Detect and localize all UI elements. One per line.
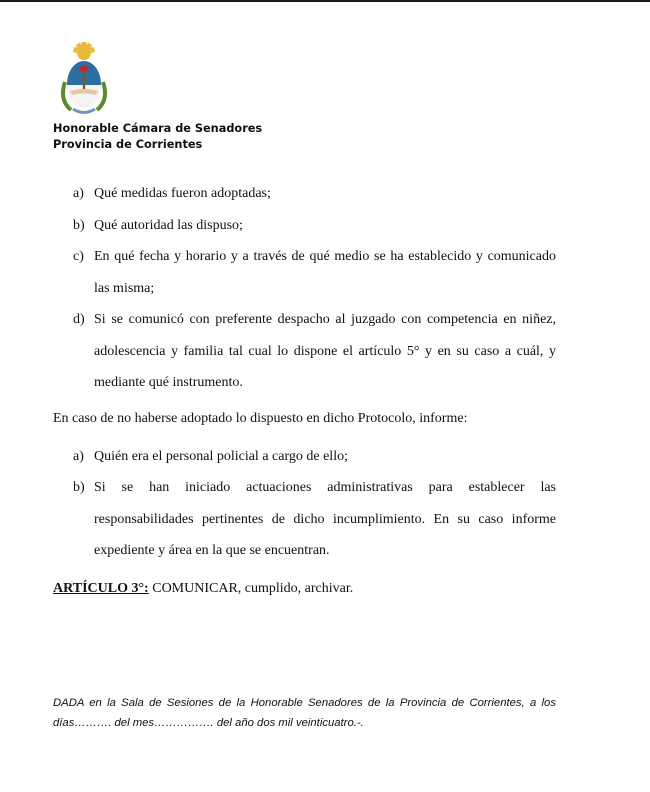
institution-header: [53, 121, 262, 152]
article-heading: ARTÍCULO 3°:: [53, 580, 149, 596]
list-item-text: Si se comunicó con preferente despacho al juzgado con competencia en niñez, adolescencia y familia tal cual lo dispone el artículo 5° y en su caso a cuál, y mediante qué instrumento.: [94, 312, 556, 390]
argentina-coat-of-arms-icon: [57, 42, 111, 116]
paragraph: En caso de no haberse adoptado lo dispuesto en dicho Protocolo, informe:: [53, 410, 468, 426]
list-item-text: Qué medidas fueron adoptadas;: [94, 186, 271, 201]
article-text: COMUNICAR, cumplido, archivar.: [148, 580, 354, 596]
list-item-text: En qué fecha y horario y a través de qué medio se ha establecido y comunicado las misma;: [94, 249, 556, 296]
list-item: [53, 210, 556, 242]
list-item: [53, 441, 556, 473]
list-item: [53, 241, 556, 304]
document-body: [53, 178, 556, 599]
top-rule: [0, 0, 650, 2]
list-item: [53, 178, 556, 210]
institution-name: Honorable Cámara de Senadores: [53, 122, 263, 135]
list-marker: b): [73, 480, 85, 495]
list-marker: a): [73, 448, 84, 464]
article-paragraph: [53, 579, 556, 599]
list-marker: b): [73, 217, 85, 233]
list-marker: c): [73, 249, 84, 264]
province-name: Provincia de Corrientes: [53, 137, 203, 151]
list-item-text: Si se han iniciado actuaciones administrativas para establecer las responsabilidades pertinentes de dicho incumplimiento. En su caso informe expediente y área en la que se encuentran.: [94, 480, 556, 558]
list-item: [53, 472, 556, 567]
list-item-text: Qué autoridad las dispuso;: [94, 217, 243, 233]
list-marker: a): [73, 186, 84, 201]
list-item-text: Quién era el personal policial a cargo de ello;: [94, 448, 348, 464]
closing-statement: DADA en la Sala de Sesiones de la Honorable Senadores de la Provincia de Corrientes, a los días………. del mes……………. del año dos mil veinticuatro.-.: [53, 697, 556, 729]
list-item: [53, 304, 556, 399]
list-marker: d): [73, 312, 85, 327]
